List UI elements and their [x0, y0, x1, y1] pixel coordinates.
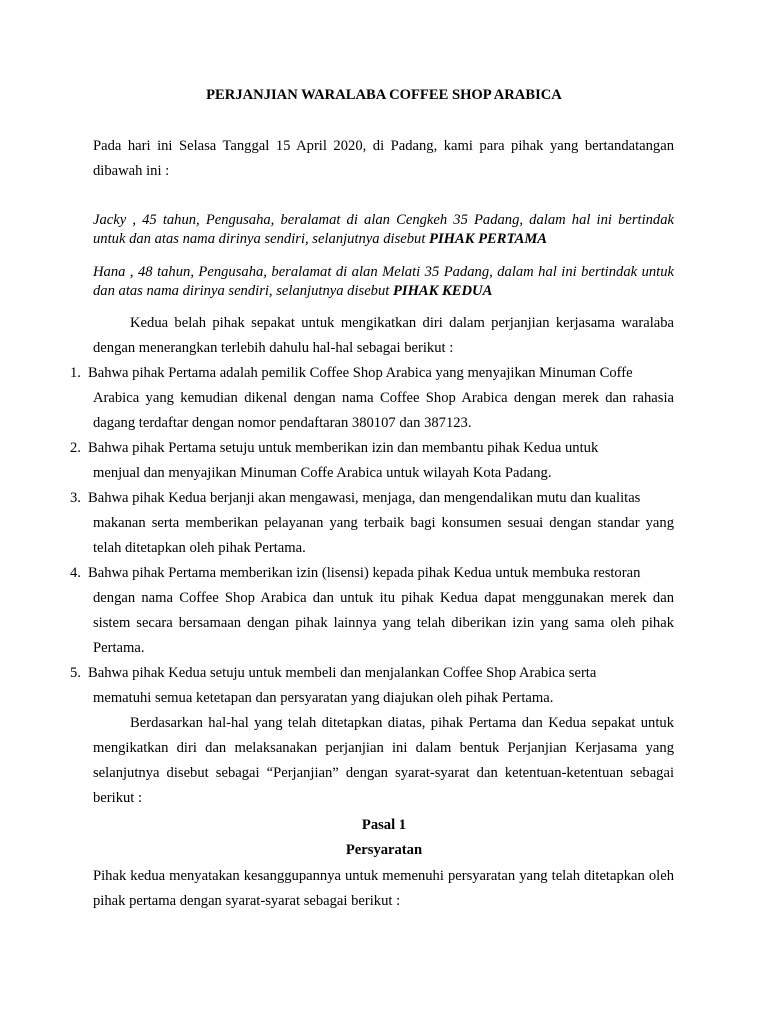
closing-paragraph: Berdasarkan hal-hal yang telah ditetapkan diatas, pihak Pertama dan Kedua sepakat untuk mengikatkan diri dan melaksanakan perjanjian ini dalam bentuk Perjanjian Kerjasama yang selanjutnya disebut sebagai “Perjanjian” dengan syarat-syarat dan ketentuan-ketentuan sebagai berikut : — [93, 715, 674, 806]
party-first — [93, 211, 674, 249]
list-item-rest: menjual dan menyajikan Minuman Coffe Arabica untuk wilayah Kota Padang. — [93, 465, 552, 481]
list-item-number: 2. — [70, 440, 81, 456]
list-item-rest: makanan serta memberikan pelayanan yang terbaik bagi konsumen sesuai dengan standar yang telah ditetapkan oleh pihak Pertama. — [93, 515, 674, 556]
list-item — [0, 486, 768, 561]
list-item-first-line: Bahwa pihak Pertama adalah pemilik Coffee Shop Arabica yang menyajikan Minuman Coffe — [88, 365, 633, 381]
list-item-first-line: Bahwa pihak Kedua setuju untuk membeli dan menjalankan Coffee Shop Arabica serta — [88, 665, 597, 681]
recitals-list — [0, 361, 768, 711]
list-item-number: 3. — [70, 490, 81, 506]
article-paragraph: Pihak kedua menyatakan kesanggupannya untuk memenuhi persyaratan yang telah ditetapkan oleh pihak pertama dengan syarat-syarat sebagai berikut : — [93, 868, 674, 909]
list-item-number: 5. — [70, 665, 81, 681]
party-second-text: Hana , 48 tahun, Pengusaha, beralamat di alan Melati 35 Padang, dalam hal ini bertindak untuk dan atas nama dirinya sendiri, selanjutnya disebut — [93, 264, 674, 299]
article-subtitle: Persyaratan — [345, 842, 423, 858]
list-item-number: 4. — [70, 565, 81, 581]
article-title: Pasal 1 — [361, 817, 407, 833]
list-item-first-line: Bahwa pihak Pertama memberikan izin (lisensi) kepada pihak Kedua untuk membuka restoran — [88, 565, 641, 581]
list-item-first-line: Bahwa pihak Kedua berjanji akan mengawasi, menjaga, dan mengendalikan mutu dan kualitas — [88, 490, 641, 506]
party-first-label: PIHAK PERTAMA — [429, 231, 548, 247]
list-item — [0, 661, 768, 711]
lead-paragraph: Kedua belah pihak sepakat untuk mengikatkan diri dalam perjanjian kerjasama waralaba dengan menerangkan terlebih dahulu hal-hal sebagai berikut : — [93, 315, 674, 356]
party-second — [93, 263, 674, 301]
list-item-first-line: Bahwa pihak Pertama setuju untuk memberikan izin dan membantu pihak Kedua untuk — [88, 440, 599, 456]
list-item-rest: Arabica yang kemudian dikenal dengan nama Coffee Shop Arabica dengan merek dan rahasia dagang terdaftar dengan nomor pendaftaran 380107 dan 387123. — [93, 390, 674, 431]
party-second-label: PIHAK KEDUA — [392, 283, 493, 299]
list-item-number: 1. — [70, 365, 81, 381]
party-first-text: Jacky , 45 tahun, Pengusaha, beralamat di alan Cengkeh 35 Padang, dalam hal ini bertindak untuk dan atas nama dirinya sendiri, selanjutnya disebut — [93, 212, 674, 247]
list-item — [0, 561, 768, 661]
list-item-rest: dengan nama Coffee Shop Arabica dan untuk itu pihak Kedua dapat menggunakan merek dan sistem secara bersamaan dengan pihak lainnya yang telah diberikan izin yang sama oleh pihak Pertama. — [93, 590, 674, 656]
document-title: PERJANJIAN WARALABA COFFEE SHOP ARABICA — [206, 87, 562, 103]
list-item — [0, 361, 768, 436]
list-item-rest: mematuhi semua ketetapan dan persyaratan yang diajukan oleh pihak Pertama. — [93, 690, 554, 706]
list-item — [0, 436, 768, 486]
intro-paragraph: Pada hari ini Selasa Tanggal 15 April 2020, di Padang, kami para pihak yang bertandatangan dibawah ini : — [93, 138, 674, 179]
